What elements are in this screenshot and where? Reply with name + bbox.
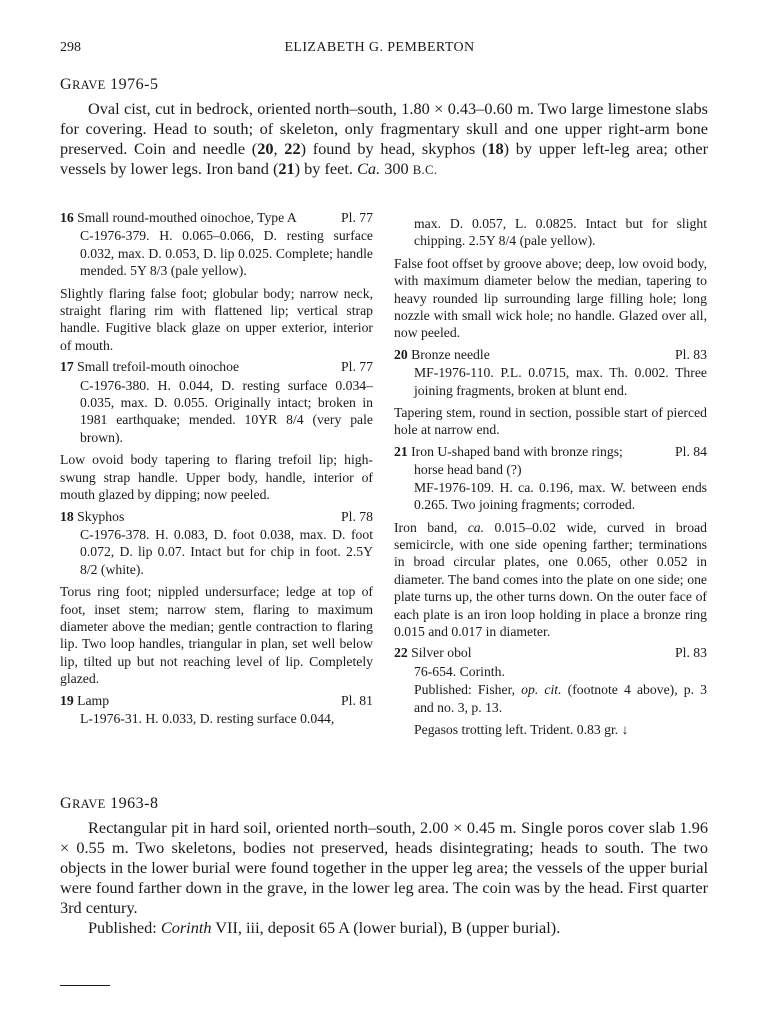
entry-subtitle: horse head band (?) xyxy=(414,462,522,478)
entry-title: 20 Bronze needle xyxy=(394,346,490,362)
catalog-entry-18 xyxy=(60,508,373,688)
entry-title: 17 Small trefoil-mouth oinochoe xyxy=(60,359,240,375)
entry-description: Torus ring foot; nippled undersurface; ledge at top of foot, inset stem; narrow stem, flaring to maximum diameter above the median; gentle contraction to flaring lip. Two loop handles, triangular in plan, set well below lip, tilted up but not reaching level of lip. Completely glazed. xyxy=(60,584,373,687)
entry-title: 16 Small round-mouthed oinochoe, Type A xyxy=(60,210,297,225)
catalog-data: 76-654. Corinth. xyxy=(414,663,505,679)
grave-1976-5-heading: GRAVE 1976-5 xyxy=(60,76,159,93)
entry-description: False foot offset by groove above; deep, low ovoid body, with maximum diameter below the median, tapering to heavy rounded lip surrounding large filling hole; long nozzle with small wick hole; no handle. Glazed over all, now peeled. xyxy=(394,255,707,341)
grave-1963-8-heading: GRAVE 1963-8 xyxy=(60,795,159,812)
catalog-entry-20 xyxy=(394,346,707,439)
catalog-entry-19 xyxy=(60,692,373,728)
entry-title: 18 Skyphos xyxy=(60,508,125,524)
catalog-data: L-1976-31. H. 0.033, D. resting surface 0.044, xyxy=(80,710,335,726)
left-column xyxy=(60,209,373,732)
plate-ref: Pl. 78 xyxy=(341,508,373,524)
entry-description: Pegasos trotting left. Trident. 0.83 gr. ↓ xyxy=(414,721,629,737)
entry-title: 21 Iron U-shaped band with bronze rings; xyxy=(394,443,623,459)
entry-description: Slightly flaring false foot; globular body; narrow neck, straight flaring rim with flattened lip; vertical strap handle. Fugitive black glaze on upper exterior, interior of mouth. xyxy=(60,285,373,353)
catalog-data: C-1976-379. H. 0.065–0.066, D. resting surface 0.032, max. D. 0.053, D. lip 0.025. Complete; handle mended. 5Y 8/3 (pale yellow). xyxy=(80,228,373,279)
plate-ref: Pl. 81 xyxy=(341,692,373,708)
catalog-data: C-1976-380. H. 0.044, D. resting surface 0.034–0.035, max. D. 0.055. Originally intact; broken in 1981 earthquake; mended. 10YR 8/4 (very pale brown). xyxy=(80,377,373,445)
catalog-entry-16 xyxy=(60,209,373,354)
entry-title: 19 Lamp xyxy=(60,692,110,708)
catalog-data: MF-1976-109. H. ca. 0.196, max. W. between ends 0.265. Two joining fragments; corroded. xyxy=(414,479,707,513)
grave-1976-5-description: Oval cist, cut in bedrock, oriented north–south, 1.80 × 0.43–0.60 m. Two large limestone slabs for covering. Head to south; of skeleton, only fragmentary skull and one upper right-arm bone preserved. Coin and needle (20, 22) found by head, skyphos (18) by upper left-leg area; other vessels by lower legs. Iron band (21) by feet. Ca. 300 B.C. xyxy=(60,99,709,178)
entry-description: Low ovoid body tapering to flaring trefoil lip; high-swung strap handle. Upper body, handle, interior of mouth glazed by dipping; now peeled. xyxy=(60,452,373,503)
plate-ref: Pl. 77 xyxy=(341,359,373,375)
grave-1963-8-description: Rectangular pit in hard soil, oriented north–south, 2.00 × 0.45 m. Single poros cover slab 1.96 × 0.55 m. Two skeletons, bodies not preserved, heads disintegrating; heads to south. The two objects in the lower burial were found together in the upper leg area; the vessels of the upper burial were found farther down in the grave, in the lower leg area. The coin was by the head. First quarter 3rd century. Published: Corinth VII, iii, deposit 65 A (lower burial), B (upper burial). xyxy=(60,818,708,937)
catalog-entry-22 xyxy=(394,644,707,738)
plate-ref: Pl. 84 xyxy=(675,443,707,459)
plate-ref: Pl. 83 xyxy=(675,346,707,362)
catalog-entry-17 xyxy=(60,358,373,503)
entry-description: Tapering stem, round in section, possible start of pierced hole at narrow end. xyxy=(394,405,707,438)
catalog-data: C-1976-378. H. 0.083, D. foot 0.038, max. D. foot 0.072, D. lip 0.07. Intact but for chip in foot. 2.5Y 8/2 (white). xyxy=(80,526,373,577)
entry-title: 22 Silver obol xyxy=(394,645,472,661)
plate-ref: Pl. 77 xyxy=(341,210,373,225)
footnote-rule xyxy=(60,985,110,986)
catalog-entry-21 xyxy=(394,443,707,640)
plate-ref: Pl. 83 xyxy=(675,645,707,661)
catalog-data-continued: max. D. 0.057, L. 0.0825. Intact but for slight chipping. 2.5Y 8/4 (pale yellow). xyxy=(414,216,707,249)
publication-reference: Published: Fisher, op. cit. (footnote 4 above), p. 3 and no. 3, p. 13. xyxy=(414,682,708,715)
grave-1963-8-publication: Published: Corinth VII, iii, deposit 65 A (lower burial), B (upper burial). xyxy=(88,918,561,937)
right-column xyxy=(394,215,707,743)
catalog-data: MF-1976-110. P.L. 0.0715, max. Th. 0.002. Three joining fragments, broken at blunt end. xyxy=(414,365,707,398)
entry-description: Iron band, ca. 0.015–0.02 wide, curved in broad semicircle, with one side opening farther; terminations in broad circular plates, one 0.065, other 0.052 in diameter. The band comes into the plate on one side; one plate turns up, the other turns down. On the outer face of each plate is an iron loop holding in place a bronze ring 0.015 and 0.017 in diameter. xyxy=(394,519,707,639)
running-head: ELIZABETH G. PEMBERTON xyxy=(284,40,475,55)
page-number: 298 xyxy=(60,40,81,55)
catalog-entry-19-continued xyxy=(394,215,707,342)
